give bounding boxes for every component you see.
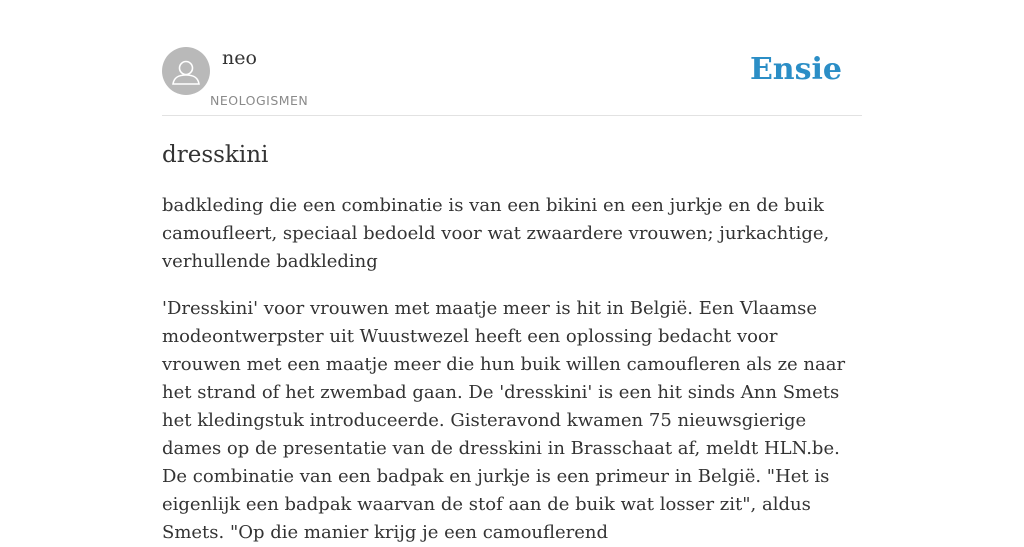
entry-definition: badkleding die een combinatie is van een bikini en een jurkje en de buik camoufleert, speciaal bedoeld voor wat zwaardere vrouwen; jurkachtige, verhullende badkleding (162, 195, 830, 272)
user-avatar-icon[interactable] (162, 47, 210, 95)
entry-example: 'Dresskini' voor vrouwen met maatje meer is hit in België. Een Vlaamse modeontwerpster uit Wuustwezel heeft een oplossing bedacht voor vrouwen met een maatje meer die hun buik willen camoufleren als ze naar het strand of het zwembad gaan. De 'dresskini' is een hit sinds Ann Smets het kledingstuk introduceerde. Gisteravond kwamen 75 nieuwsgierige dames op de presentatie van de dresskini in Brasschaat af, meldt HLN.be. De combinatie van een badpak en jurkje is een primeur in België. "Het is eigenlijk een badpak waarvan de stof aan de buik wat losser zit", aldus Smets. "Op die manier krijg je een camouflerend (162, 298, 846, 543)
username-link[interactable]: neo (222, 47, 257, 69)
avatar-silhouette (162, 47, 210, 95)
brand-logo[interactable]: Ensie (749, 52, 842, 87)
category-link[interactable]: NEOLOGISMEN (210, 93, 309, 108)
content-container (162, 0, 862, 543)
entry-header (162, 0, 862, 116)
entry-title: dresskini (162, 142, 269, 168)
